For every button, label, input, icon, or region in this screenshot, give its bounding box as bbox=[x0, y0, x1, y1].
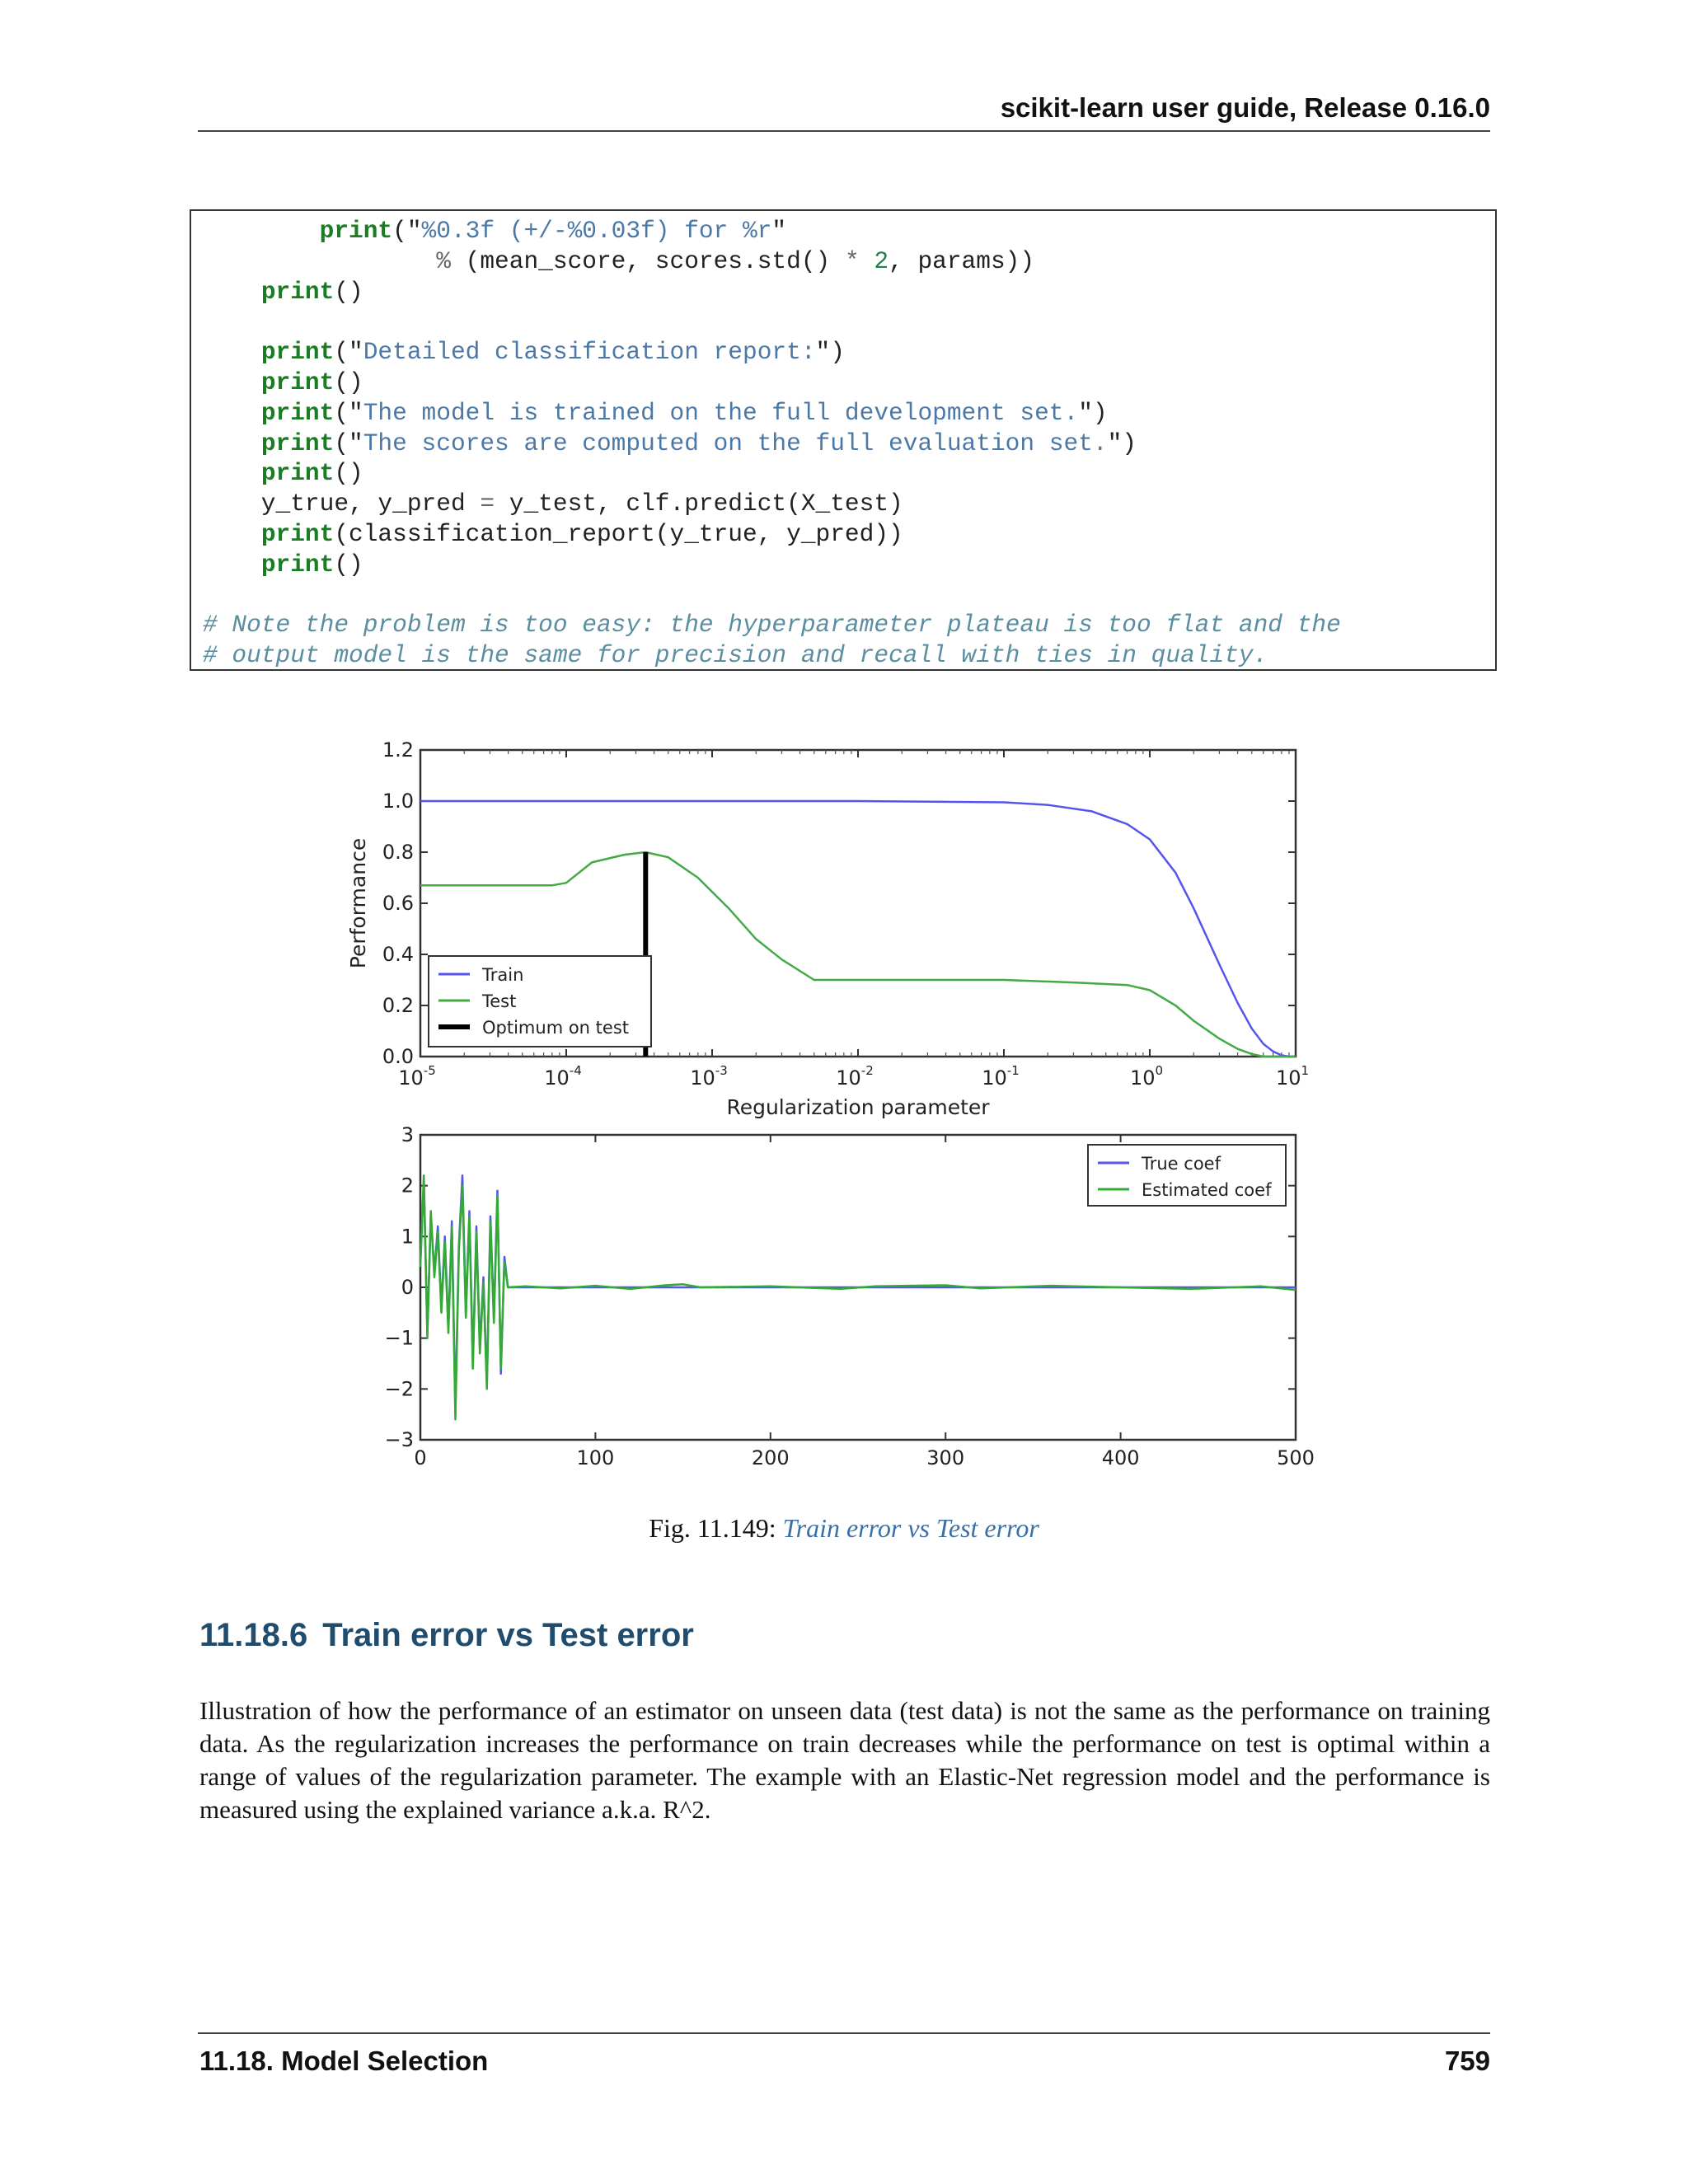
code-token bbox=[203, 399, 261, 427]
x-tick-label: 500 bbox=[1277, 1446, 1315, 1469]
code-token bbox=[203, 338, 261, 366]
code-line bbox=[203, 216, 1341, 246]
code-token bbox=[203, 520, 261, 548]
code-token bbox=[203, 278, 261, 306]
code-line bbox=[203, 489, 1341, 519]
footer-chapter: 11.18. Model Selection bbox=[199, 2046, 489, 2076]
y-tick-label: 0.2 bbox=[382, 994, 414, 1017]
code-token bbox=[203, 459, 261, 487]
section-number: 11.18.6 bbox=[199, 1617, 308, 1653]
code-token bbox=[860, 247, 874, 275]
legend-label: Train bbox=[482, 965, 524, 985]
running-title: scikit-learn user guide, Release 0.16.0 bbox=[1000, 92, 1490, 123]
code-token: y_true, y_pred bbox=[203, 490, 481, 518]
y-tick-label: 0.0 bbox=[382, 1045, 414, 1068]
x-tick-label: 300 bbox=[926, 1446, 965, 1469]
code-token: (" bbox=[334, 338, 363, 367]
code-token: * bbox=[844, 246, 860, 275]
legend-label: Test bbox=[482, 991, 517, 1011]
code-line bbox=[203, 307, 1341, 337]
code-token: The scores are computed on the full evaluation set. bbox=[363, 429, 1108, 457]
x-tick-label: 0 bbox=[414, 1446, 427, 1469]
code-token: (+/- bbox=[495, 217, 568, 245]
code-line bbox=[203, 519, 1341, 550]
code-token: () bbox=[334, 459, 363, 488]
coefficient-chart bbox=[385, 1123, 1315, 1469]
code-token: ") bbox=[1107, 429, 1137, 457]
legend-label: Estimated coef bbox=[1142, 1180, 1272, 1200]
y-tick-label: 3 bbox=[401, 1123, 414, 1146]
code-token: print bbox=[260, 459, 335, 488]
code-line bbox=[203, 640, 1341, 671]
code-token: = bbox=[480, 490, 495, 518]
page-header bbox=[198, 92, 1490, 132]
code-token: 2 bbox=[874, 246, 889, 275]
y-tick-label: −1 bbox=[384, 1326, 414, 1350]
x-tick-label: $10^{-1}$ bbox=[982, 1063, 1020, 1090]
y-tick-label: 2 bbox=[401, 1174, 414, 1197]
x-tick-label: 100 bbox=[576, 1446, 615, 1469]
page-number: 759 bbox=[1444, 2046, 1490, 2076]
y-tick-label: 0 bbox=[401, 1276, 414, 1299]
code-line bbox=[203, 337, 1341, 368]
code-token: () bbox=[334, 368, 363, 396]
code-token: %0.3f bbox=[421, 217, 495, 245]
x-tick-label: $10^{-2}$ bbox=[836, 1063, 874, 1090]
code-line bbox=[203, 368, 1341, 398]
code-block bbox=[190, 209, 1497, 671]
code-token: print bbox=[260, 368, 335, 396]
y-tick-label: 0.6 bbox=[382, 892, 414, 915]
code-token: print bbox=[260, 398, 335, 427]
figure-charts bbox=[334, 725, 1331, 1500]
code-token bbox=[203, 429, 261, 457]
code-token: The model is trained on the full development set. bbox=[363, 398, 1079, 427]
code-token: print bbox=[260, 277, 335, 306]
code-token: print bbox=[260, 519, 335, 548]
x-tick-label: 400 bbox=[1101, 1446, 1140, 1469]
performance-chart bbox=[346, 738, 1309, 1119]
code-token: % bbox=[436, 246, 451, 275]
caption-prefix: Fig. 11.149: bbox=[649, 1513, 783, 1543]
code-token: () bbox=[334, 277, 363, 306]
code-token: (classification_report(y_true, y_pred)) bbox=[334, 519, 903, 548]
code-line bbox=[203, 458, 1341, 489]
code-token: (" bbox=[334, 429, 363, 457]
code-token: " bbox=[771, 217, 787, 245]
code-token: # Note the problem is too easy: the hyperparameter plateau is too flat and the bbox=[203, 611, 1341, 640]
body-paragraph: Illustration of how the performance of an estimator on unseen data (test data) is not the same as the performance on training data. As the regularization increases the performance on train decreases while the performance on test is optimal within a range of values of the regularization parameter. The example with an Elastic-Net regression model and the performance is measured using the explained variance a.k.a. R^2. bbox=[199, 1696, 1490, 1824]
code-line bbox=[203, 429, 1341, 459]
code-token bbox=[203, 217, 320, 245]
code-token: (mean_score, scores.std() bbox=[450, 246, 845, 275]
code-line bbox=[203, 550, 1341, 580]
code-token: (" bbox=[392, 217, 422, 245]
x-tick-label: $10^1$ bbox=[1275, 1063, 1310, 1090]
section-title-text: Train error vs Test error bbox=[322, 1617, 694, 1653]
x-tick-label: 200 bbox=[751, 1446, 790, 1469]
code-token: print bbox=[260, 429, 335, 457]
y-tick-label: −2 bbox=[384, 1377, 414, 1401]
code-line bbox=[203, 580, 1341, 611]
figure-caption bbox=[0, 1513, 1688, 1544]
x-axis-label: Regularization parameter bbox=[726, 1095, 990, 1119]
code-line bbox=[203, 277, 1341, 307]
x-tick-label: $10^{-5}$ bbox=[398, 1063, 436, 1090]
code-token: , params)) bbox=[889, 246, 1035, 275]
x-tick-label: $10^{-4}$ bbox=[544, 1063, 582, 1090]
code-token: ) for bbox=[654, 217, 743, 245]
code-token: # output model is the same for precision and recall with ties in quality. bbox=[203, 641, 1268, 670]
section-heading bbox=[199, 1617, 694, 1654]
caption-link[interactable]: Train error vs Test error bbox=[782, 1513, 1039, 1543]
legend-label: True coef bbox=[1142, 1154, 1221, 1174]
y-tick-label: 1.2 bbox=[382, 738, 414, 762]
code-token: %0.03f bbox=[567, 217, 655, 245]
code-token: ") bbox=[815, 338, 845, 367]
code-listing bbox=[203, 216, 1341, 671]
code-token: ") bbox=[1078, 398, 1108, 427]
code-line bbox=[203, 398, 1341, 429]
code-line bbox=[203, 246, 1341, 277]
code-token bbox=[203, 247, 436, 275]
code-token: () bbox=[334, 550, 363, 579]
code-token: print bbox=[260, 338, 335, 367]
legend-label: Optimum on test bbox=[482, 1018, 629, 1038]
y-tick-label: 1.0 bbox=[382, 790, 414, 813]
code-token: print bbox=[260, 550, 335, 579]
x-tick-label: $10^0$ bbox=[1129, 1063, 1164, 1090]
code-token: (" bbox=[334, 398, 363, 427]
code-line bbox=[203, 610, 1341, 640]
y-tick-label: 0.4 bbox=[382, 943, 414, 966]
page-footer bbox=[198, 2032, 1490, 2083]
y-tick-label: 1 bbox=[401, 1225, 414, 1249]
code-token: %r bbox=[743, 217, 772, 245]
y-tick-label: 0.8 bbox=[382, 841, 414, 864]
figure bbox=[334, 725, 1331, 1500]
code-token: print bbox=[319, 217, 393, 245]
code-token bbox=[203, 368, 261, 396]
x-tick-label: $10^{-3}$ bbox=[690, 1063, 728, 1090]
code-token bbox=[203, 551, 261, 579]
code-token: y_test, clf.predict(X_test) bbox=[495, 490, 903, 518]
y-tick-label: −3 bbox=[384, 1428, 414, 1451]
y-axis-label: Performance bbox=[346, 837, 370, 969]
code-token: Detailed classification report: bbox=[363, 338, 816, 367]
